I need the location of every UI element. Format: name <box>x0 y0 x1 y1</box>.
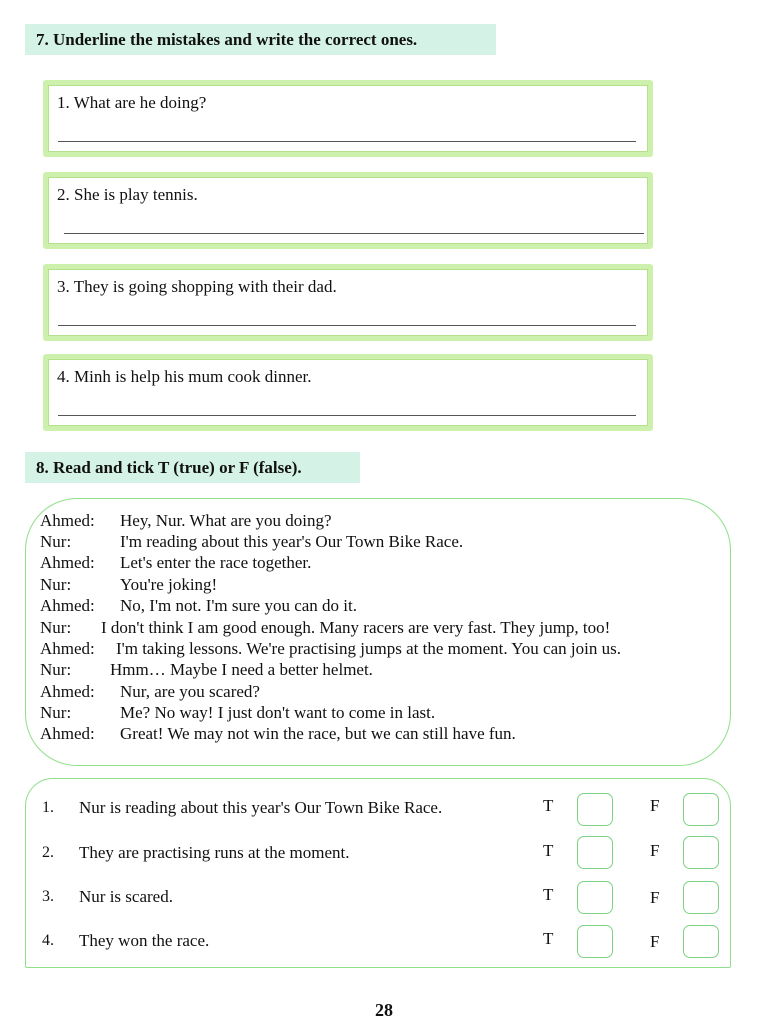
exercise-7-sentence: 2. She is play tennis. <box>57 185 198 204</box>
false-checkbox[interactable] <box>683 793 719 826</box>
dialogue-text: Hey, Nur. What are you doing? <box>120 511 332 530</box>
dialogue-speaker: Ahmed: <box>40 553 95 572</box>
exercise-8-title: 8. Read and tick T (true) or F (false). <box>25 452 360 483</box>
dialogue-speaker: Ahmed: <box>40 682 95 701</box>
statement-number: 2. <box>42 844 54 861</box>
false-label: F <box>650 932 660 951</box>
false-checkbox[interactable] <box>683 836 719 869</box>
false-label: F <box>650 888 660 907</box>
page-number: 28 <box>375 1000 393 1020</box>
exercise-7-sentence: 4. Minh is help his mum cook dinner. <box>57 367 312 386</box>
true-label: T <box>543 796 554 815</box>
dialogue-speaker: Nur: <box>40 660 72 679</box>
dialogue-text: Hmm… Maybe I need a better helmet. <box>110 660 373 679</box>
answer-line[interactable] <box>58 325 636 326</box>
dialogue-text: Great! We may not win the race, but we can still have fun. <box>120 724 516 743</box>
true-checkbox[interactable] <box>577 881 613 914</box>
statement-number: 4. <box>42 932 54 949</box>
statement-text: They are practising runs at the moment. <box>79 843 350 862</box>
false-label: F <box>650 796 660 815</box>
statement-number: 1. <box>42 799 54 816</box>
dialogue-text: No, I'm not. I'm sure you can do it. <box>120 596 358 615</box>
statement-row <box>0 796 768 836</box>
dialogue-speaker: Ahmed: <box>40 724 95 743</box>
dialogue-speaker: Ahmed: <box>40 596 95 615</box>
dialogue-speaker: Nur: <box>40 532 72 551</box>
dialogue-text: Nur, are you scared? <box>120 682 260 701</box>
statement-number: 3. <box>42 888 54 905</box>
answer-line[interactable] <box>64 233 644 234</box>
exercise-7-title: 7. Underline the mistakes and write the correct ones. <box>25 24 496 55</box>
dialogue-text: Let's enter the race together. <box>120 553 312 572</box>
answer-line[interactable] <box>58 141 636 142</box>
statement-text: Nur is reading about this year's Our Town Bike Race. <box>79 798 443 817</box>
exercise-7-sentence: 1. What are he doing? <box>57 93 207 112</box>
dialogue-speaker: Nur: <box>40 575 72 594</box>
exercise-7-item-1 <box>43 80 653 157</box>
true-label: T <box>543 841 554 860</box>
exercise-7-sentence: 3. They is going shopping with their dad. <box>57 277 337 296</box>
statement-text: They won the race. <box>79 931 210 950</box>
dialogue-text: Me? No way! I just don't want to come in last. <box>120 703 436 722</box>
statement-text: Nur is scared. <box>79 887 173 906</box>
statement-row <box>0 930 768 970</box>
exercise-7-item-4 <box>43 354 653 431</box>
exercise-7-item-3 <box>43 264 653 341</box>
dialogue-text: You're joking! <box>120 575 218 594</box>
statement-row <box>0 841 768 881</box>
true-checkbox[interactable] <box>577 925 613 958</box>
dialogue-speaker: Ahmed: <box>40 511 95 530</box>
true-checkbox[interactable] <box>577 793 613 826</box>
statement-row <box>0 886 768 926</box>
dialogue-text: I'm reading about this year's Our Town Bike Race. <box>120 532 464 551</box>
dialogue-speaker: Nur: <box>40 703 72 722</box>
exercise-7-item-2 <box>43 172 653 249</box>
false-label: F <box>650 841 660 860</box>
true-label: T <box>543 929 554 948</box>
dialogue-speaker: Ahmed: <box>40 639 95 658</box>
dialogue-text: I don't think I am good enough. Many racers are very fast. They jump, too! <box>101 618 611 637</box>
true-label: T <box>543 885 554 904</box>
dialogue-speaker: Nur: <box>40 618 72 637</box>
dialogue-text: I'm taking lessons. We're practising jumps at the moment. You can join us. <box>116 639 621 658</box>
false-checkbox[interactable] <box>683 881 719 914</box>
false-checkbox[interactable] <box>683 925 719 958</box>
true-checkbox[interactable] <box>577 836 613 869</box>
answer-line[interactable] <box>58 415 636 416</box>
